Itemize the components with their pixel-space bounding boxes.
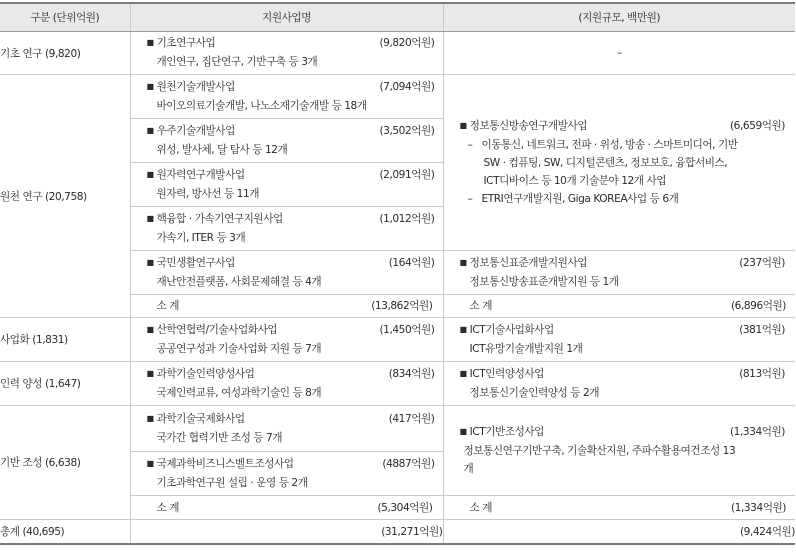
commercial-ict-item	[444, 321, 796, 358]
program-detail: 원자력, 방사선 등 11개	[156, 187, 260, 200]
program-amount: (164억원)	[388, 256, 435, 269]
infra-ict-item	[444, 423, 796, 478]
program-name: 과학기술인력양성사업	[156, 367, 255, 380]
original-category: 원천 연구 (20,758)	[0, 75, 130, 318]
dash-icon: –	[467, 139, 473, 151]
program-amount: (6,659억원)	[729, 120, 785, 132]
program-amount: (2,091억원)	[379, 168, 435, 181]
program-name: 국제과학비즈니스벨트조성사업	[156, 457, 294, 470]
program-name: 원천기술개발사업	[156, 80, 235, 93]
bullet-icon: ■	[146, 125, 154, 135]
commercial-category: 사업화 (1,831)	[0, 318, 130, 362]
original-item-5	[131, 252, 443, 294]
program-detail: 국가간 협력기반 조성 등 7개	[156, 431, 283, 444]
program-name: 핵융합 · 가속기연구지원사업	[156, 212, 283, 225]
talent-program-cell	[130, 362, 443, 406]
program-name: 과학기술국제화사업	[156, 412, 245, 425]
basic-ict-cell: –	[443, 32, 795, 75]
program-amount: (813억원)	[739, 368, 785, 380]
program-detail: 개인연구, 집단연구, 기반구축 등 3개	[156, 56, 318, 68]
infra-category: 기반 조성 (6,638)	[0, 406, 130, 520]
program-amount: (1,012억원)	[379, 212, 435, 225]
bullet-icon: ■	[146, 458, 154, 468]
bullet-icon: ■	[459, 121, 467, 130]
subtotal-label: 소 계	[469, 501, 492, 514]
commercial-program-cell	[130, 318, 443, 362]
program-detail: 기초과학연구원 설립 · 운영 등 2개	[156, 476, 308, 489]
bullet-icon: ■	[459, 325, 467, 334]
bullet-icon: ■	[459, 369, 467, 378]
program-amount: (237억원)	[739, 257, 785, 269]
talent-row	[0, 362, 795, 406]
commercial-item	[131, 319, 443, 361]
infra-item-1	[131, 408, 443, 450]
infra-subtotal-right	[443, 496, 795, 520]
program-name: 국민생활연구사업	[156, 256, 235, 269]
program-amount: (834억원)	[388, 367, 435, 380]
program-detail: 공공연구성과 기술사업화 지원 등 7개	[156, 342, 322, 355]
ict-main-line-3: ICT디바이스 등 10개 기술분야 12개 사업	[483, 175, 667, 187]
subtotal-amount: (1,334억원)	[730, 501, 786, 514]
original-subtotal-left	[130, 295, 443, 318]
program-detail: 정보통신기술인력양성 등 2개	[469, 387, 600, 399]
program-name: ICT기술사업화사업	[469, 324, 554, 336]
ict-main-line-1: – 이동통신, 네트워크, 전파 · 위성, 방송 · 스마트미디어, 기반	[460, 136, 786, 154]
talent-item	[131, 363, 443, 405]
original-item-2	[131, 120, 443, 162]
program-name: 산학연협력/기술사업화사업	[156, 323, 278, 336]
basic-program-cell	[130, 32, 443, 75]
header-program-name: 지원사업명	[130, 3, 443, 32]
subtotal-amount: (5,304억원)	[377, 501, 433, 514]
original-program-cell-1	[130, 75, 443, 119]
bullet-icon: ■	[146, 81, 154, 91]
program-amount: (417억원)	[388, 412, 435, 425]
ict-std-cell	[443, 251, 795, 295]
program-detail-cont: 개	[463, 463, 474, 475]
total-row	[0, 520, 795, 544]
budget-table	[0, 2, 795, 545]
subtotal-amount: (13,862억원)	[371, 300, 433, 312]
total-right-amount: (9,424억원)	[443, 520, 795, 544]
bullet-icon: ■	[146, 368, 154, 378]
program-amount: (1,450억원)	[379, 323, 435, 336]
bullet-icon: ■	[146, 413, 154, 423]
total-left-amount: (31,271억원)	[130, 520, 443, 544]
header-row	[0, 3, 795, 32]
bullet-icon: ■	[459, 427, 467, 436]
ict-main-item	[444, 117, 796, 208]
commercial-row	[0, 318, 795, 362]
ict-main-line-2: SW · 컴퓨팅, SW, 디지털콘텐츠, 정보보호, 융합서비스,	[483, 157, 728, 169]
original-program-cell-4	[130, 207, 443, 251]
commercial-ict-cell	[443, 318, 795, 362]
program-detail: 정보통신방송표준개발지원 등 1개	[469, 276, 619, 288]
original-program-cell-2	[130, 119, 443, 163]
program-amount: (7,094억원)	[379, 80, 435, 93]
subtotal-label: 소 계	[156, 300, 179, 312]
ict-main-cell	[443, 75, 795, 251]
basic-item	[131, 32, 443, 74]
program-name: 우주기술개발사업	[156, 124, 235, 137]
talent-ict-cell	[443, 362, 795, 406]
program-name: 원자력연구개발사업	[156, 168, 245, 181]
infra-program-cell-1	[130, 406, 443, 452]
program-amount: (381억원)	[739, 324, 785, 336]
program-amount: (4887억원)	[382, 457, 435, 470]
header-support-scale: (지원규모, 백만원)	[443, 3, 795, 32]
program-name: 기초연구사업	[156, 37, 216, 49]
talent-ict-item	[444, 365, 796, 402]
program-detail: 국제인력교류, 여성과학기술인 등 8개	[156, 386, 322, 399]
infra-row-1	[0, 406, 795, 452]
bullet-icon: ■	[459, 258, 467, 267]
bullet-icon: ■	[146, 324, 154, 334]
original-program-cell-5	[130, 251, 443, 295]
program-detail: 재난안전플랫폼, 사회문제해결 등 4개	[156, 275, 322, 288]
program-name: ICT기반조성사업	[469, 426, 544, 438]
program-detail: 바이오의료기술개발, 나노소재기술개발 등 18개	[156, 99, 367, 112]
program-detail: 위성, 발사체, 달 탐사 등 12개	[156, 143, 288, 156]
infra-subtotal-left	[130, 496, 443, 520]
header-category: 구분 (단위억원)	[0, 3, 130, 32]
talent-category: 인력 양성 (1,647)	[0, 362, 130, 406]
original-item-1	[131, 76, 443, 118]
infra-ict-cell	[443, 406, 795, 496]
program-amount: (9,820억원)	[379, 37, 435, 49]
ict-main-line-4: – ETRI연구개발지원, Giga KOREA사업 등 6개	[460, 190, 786, 208]
subtotal-amount: (6,896억원)	[730, 300, 786, 312]
bullet-icon: ■	[146, 38, 154, 47]
basic-category: 기초 연구 (9,820)	[0, 32, 130, 75]
original-program-cell-3	[130, 163, 443, 207]
program-detail: 가속기, ITER 등 3개	[156, 231, 246, 244]
program-amount: (3,502억원)	[379, 124, 435, 137]
original-subtotal-right	[443, 295, 795, 318]
total-label: 총계 (40,695)	[0, 520, 130, 544]
original-row-1	[0, 75, 795, 119]
original-item-4	[131, 208, 443, 250]
program-name: ICT인력양성사업	[469, 368, 544, 380]
program-amount: (1,334억원)	[729, 426, 785, 438]
subtotal-label: 소 계	[469, 300, 492, 312]
ict-std-item	[444, 254, 796, 291]
program-name: 정보통신방송연구개발사업	[469, 120, 588, 132]
bullet-icon: ■	[146, 213, 154, 223]
bullet-icon: ■	[146, 257, 154, 267]
program-detail: 정보통신연구기반구축, 기술확산지원, 주파수활용여건조성 13	[463, 445, 736, 457]
dash-icon: –	[467, 193, 473, 205]
original-item-3	[131, 164, 443, 206]
bullet-icon: ■	[146, 169, 154, 179]
infra-program-cell-2	[130, 452, 443, 496]
program-name: 정보통신표준개발지원사업	[469, 257, 588, 269]
basic-row	[0, 32, 795, 75]
subtotal-label: 소 계	[156, 501, 179, 514]
program-detail: ICT유망기술개발지원 1개	[469, 343, 583, 355]
infra-item-2	[131, 453, 443, 495]
